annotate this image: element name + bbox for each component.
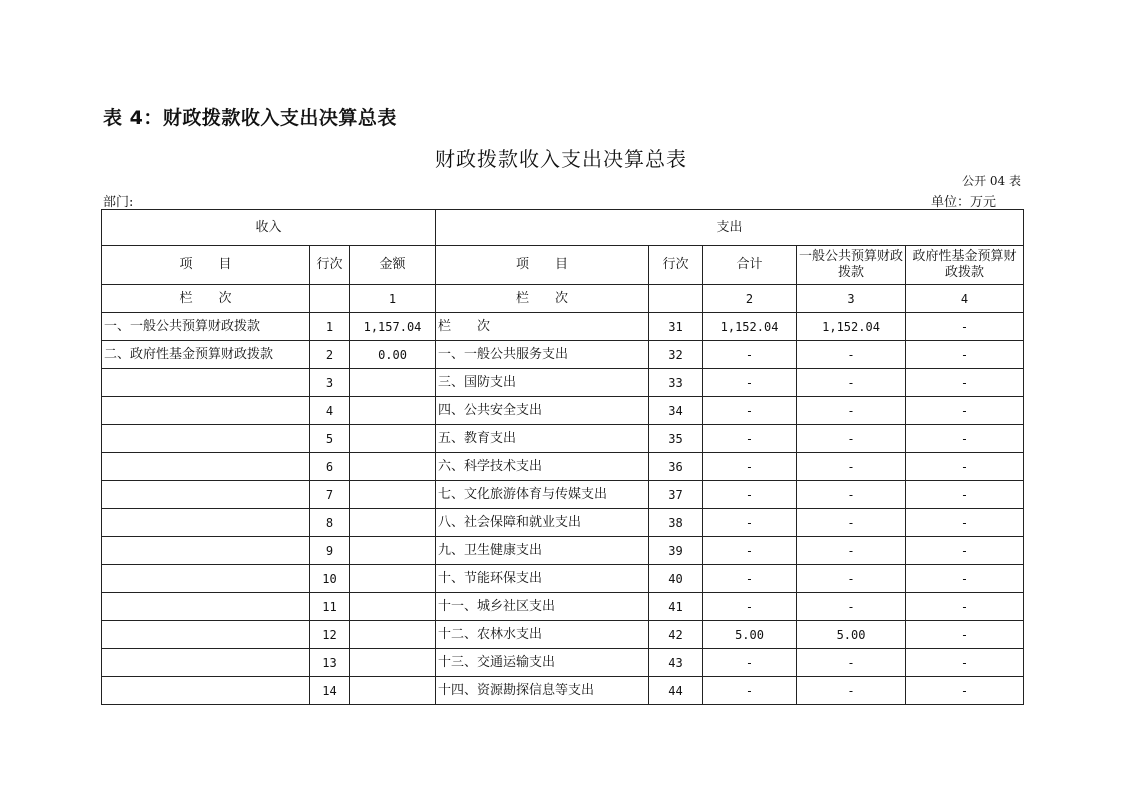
income-item-cell (102, 425, 310, 453)
budget-table (101, 209, 1024, 705)
expense-item-cell: 十一、城乡社区支出 (436, 593, 649, 621)
expense-row-colnum (649, 285, 703, 313)
column-header-row (102, 246, 1024, 285)
income-amount-cell (350, 593, 436, 621)
income-amount-cell (350, 565, 436, 593)
general-budget-cell: 5.00 (797, 621, 906, 649)
income-row-no-cell: 2 (310, 341, 350, 369)
expense-row-no-cell: 41 (649, 593, 703, 621)
expense-row-no-cell: 39 (649, 537, 703, 565)
income-section-header: 收入 (102, 210, 436, 246)
income-amount-cell (350, 509, 436, 537)
income-row-colnum (310, 285, 350, 313)
income-amount-cell: 1,157.04 (350, 313, 436, 341)
table-row (102, 313, 1024, 341)
expense-item-cell: 九、卫生健康支出 (436, 537, 649, 565)
expense-row-no-cell: 32 (649, 341, 703, 369)
table-title: 财政拨款收入支出决算总表 (435, 147, 687, 171)
total-cell: - (703, 565, 797, 593)
unit-label: 单位：万元 (931, 195, 997, 210)
document-heading: 表 4：财政拨款收入支出决算总表 (103, 107, 397, 129)
fund-budget-cell: - (906, 481, 1024, 509)
table-row (102, 677, 1024, 705)
fund-budget-cell: - (906, 425, 1024, 453)
expense-row-no-cell: 36 (649, 453, 703, 481)
fund-budget-cell: - (906, 453, 1024, 481)
general-budget-cell: - (797, 453, 906, 481)
general-budget-cell: - (797, 677, 906, 705)
general-budget-cell: 1,152.04 (797, 313, 906, 341)
total-cell: - (703, 509, 797, 537)
total-cell: - (703, 341, 797, 369)
fund-budget-cell: - (906, 537, 1024, 565)
income-item-cell (102, 593, 310, 621)
general-budget-cell: - (797, 397, 906, 425)
income-row-no-cell: 14 (310, 677, 350, 705)
general-budget-cell: - (797, 565, 906, 593)
income-item-cell (102, 481, 310, 509)
income-amount-cell (350, 369, 436, 397)
fund-budget-cell: - (906, 313, 1024, 341)
expense-item-colnum: 栏 次 (436, 285, 649, 313)
income-item-cell (102, 397, 310, 425)
fund-budget-cell: - (906, 509, 1024, 537)
general-budget-colnum: 3 (797, 285, 906, 313)
fund-budget-cell: - (906, 621, 1024, 649)
fund-budget-cell: - (906, 677, 1024, 705)
table-row (102, 593, 1024, 621)
income-amount-colnum: 1 (350, 285, 436, 313)
income-item-cell (102, 677, 310, 705)
income-item-cell (102, 649, 310, 677)
general-budget-cell: - (797, 369, 906, 397)
total-cell: 5.00 (703, 621, 797, 649)
section-header-row (102, 210, 1024, 246)
income-item-cell (102, 565, 310, 593)
expense-row-no-cell: 33 (649, 369, 703, 397)
expense-item-cell: 十、节能环保支出 (436, 565, 649, 593)
expense-item-header: 项 目 (436, 246, 649, 285)
expense-item-cell: 三、国防支出 (436, 369, 649, 397)
income-amount-cell (350, 425, 436, 453)
income-row-no-cell: 13 (310, 649, 350, 677)
expense-row-no-cell: 43 (649, 649, 703, 677)
income-row-no-cell: 12 (310, 621, 350, 649)
total-cell: - (703, 481, 797, 509)
expense-section-header: 支出 (436, 210, 1024, 246)
expense-row-no-cell: 44 (649, 677, 703, 705)
expense-item-cell: 七、文化旅游体育与传媒支出 (436, 481, 649, 509)
expense-item-cell: 十三、交通运输支出 (436, 649, 649, 677)
total-cell: - (703, 369, 797, 397)
income-row-no-cell: 7 (310, 481, 350, 509)
total-cell: - (703, 537, 797, 565)
income-item-colnum: 栏 次 (102, 285, 310, 313)
income-amount-cell (350, 649, 436, 677)
total-cell: - (703, 425, 797, 453)
column-number-row (102, 285, 1024, 313)
income-amount-cell (350, 397, 436, 425)
expense-item-cell: 八、社会保障和就业支出 (436, 509, 649, 537)
table-row (102, 397, 1024, 425)
general-budget-cell: - (797, 537, 906, 565)
expense-row-no-cell: 40 (649, 565, 703, 593)
income-item-cell: 一、一般公共预算财政拨款 (102, 313, 310, 341)
form-code: 公开 04 表 (962, 174, 1021, 188)
income-row-no-cell: 3 (310, 369, 350, 397)
income-amount-cell (350, 481, 436, 509)
expense-row-no-cell: 31 (649, 313, 703, 341)
income-item-cell (102, 621, 310, 649)
expense-row-no-header: 行次 (649, 246, 703, 285)
general-budget-cell: - (797, 593, 906, 621)
income-row-no-cell: 4 (310, 397, 350, 425)
table-row (102, 425, 1024, 453)
general-budget-cell: - (797, 341, 906, 369)
expense-row-no-cell: 42 (649, 621, 703, 649)
income-row-no-header: 行次 (310, 246, 350, 285)
income-amount-cell (350, 621, 436, 649)
total-cell: - (703, 397, 797, 425)
expense-item-cell: 一、一般公共服务支出 (436, 341, 649, 369)
table-row (102, 621, 1024, 649)
fund-budget-colnum: 4 (906, 285, 1024, 313)
income-amount-cell (350, 453, 436, 481)
income-item-header: 项 目 (102, 246, 310, 285)
income-item-cell (102, 537, 310, 565)
general-budget-cell: - (797, 481, 906, 509)
table-row (102, 453, 1024, 481)
expense-row-no-cell: 35 (649, 425, 703, 453)
department-label: 部门: (103, 195, 134, 210)
total-cell: - (703, 649, 797, 677)
expense-item-cell: 十二、农林水支出 (436, 621, 649, 649)
income-row-no-cell: 6 (310, 453, 350, 481)
expense-row-no-cell: 34 (649, 397, 703, 425)
income-amount-cell (350, 677, 436, 705)
table-row (102, 481, 1024, 509)
table-row (102, 537, 1024, 565)
total-header: 合计 (703, 246, 797, 285)
table-row (102, 509, 1024, 537)
fund-budget-cell: - (906, 565, 1024, 593)
total-cell: - (703, 453, 797, 481)
total-cell: - (703, 593, 797, 621)
expense-item-cell: 十四、资源勘探信息等支出 (436, 677, 649, 705)
income-row-no-cell: 10 (310, 565, 350, 593)
expense-item-cell: 四、公共安全支出 (436, 397, 649, 425)
income-item-cell: 二、政府性基金预算财政拨款 (102, 341, 310, 369)
expense-row-no-cell: 38 (649, 509, 703, 537)
income-row-no-cell: 5 (310, 425, 350, 453)
income-row-no-cell: 8 (310, 509, 350, 537)
fund-budget-cell: - (906, 369, 1024, 397)
expense-item-cell: 五、教育支出 (436, 425, 649, 453)
income-amount-cell: 0.00 (350, 341, 436, 369)
fund-budget-cell: - (906, 341, 1024, 369)
table-row (102, 369, 1024, 397)
total-cell: 1,152.04 (703, 313, 797, 341)
total-colnum: 2 (703, 285, 797, 313)
income-amount-header: 金额 (350, 246, 436, 285)
income-item-cell (102, 509, 310, 537)
fund-budget-cell: - (906, 397, 1024, 425)
expense-row-no-cell: 37 (649, 481, 703, 509)
fund-budget-cell: - (906, 649, 1024, 677)
general-budget-header: 一般公共预算财政拨款 (797, 246, 906, 285)
table-row (102, 649, 1024, 677)
income-row-no-cell: 11 (310, 593, 350, 621)
income-amount-cell (350, 537, 436, 565)
income-row-no-cell: 9 (310, 537, 350, 565)
general-budget-cell: - (797, 509, 906, 537)
table-row (102, 341, 1024, 369)
general-budget-cell: - (797, 425, 906, 453)
income-item-cell (102, 369, 310, 397)
general-budget-cell: - (797, 649, 906, 677)
fund-budget-header: 政府性基金预算财政拨款 (906, 246, 1024, 285)
total-cell: - (703, 677, 797, 705)
income-row-no-cell: 1 (310, 313, 350, 341)
expense-item-cell: 六、科学技术支出 (436, 453, 649, 481)
income-item-cell (102, 453, 310, 481)
fund-budget-cell: - (906, 593, 1024, 621)
expense-item-cell: 栏 次 (436, 313, 649, 341)
table-row (102, 565, 1024, 593)
